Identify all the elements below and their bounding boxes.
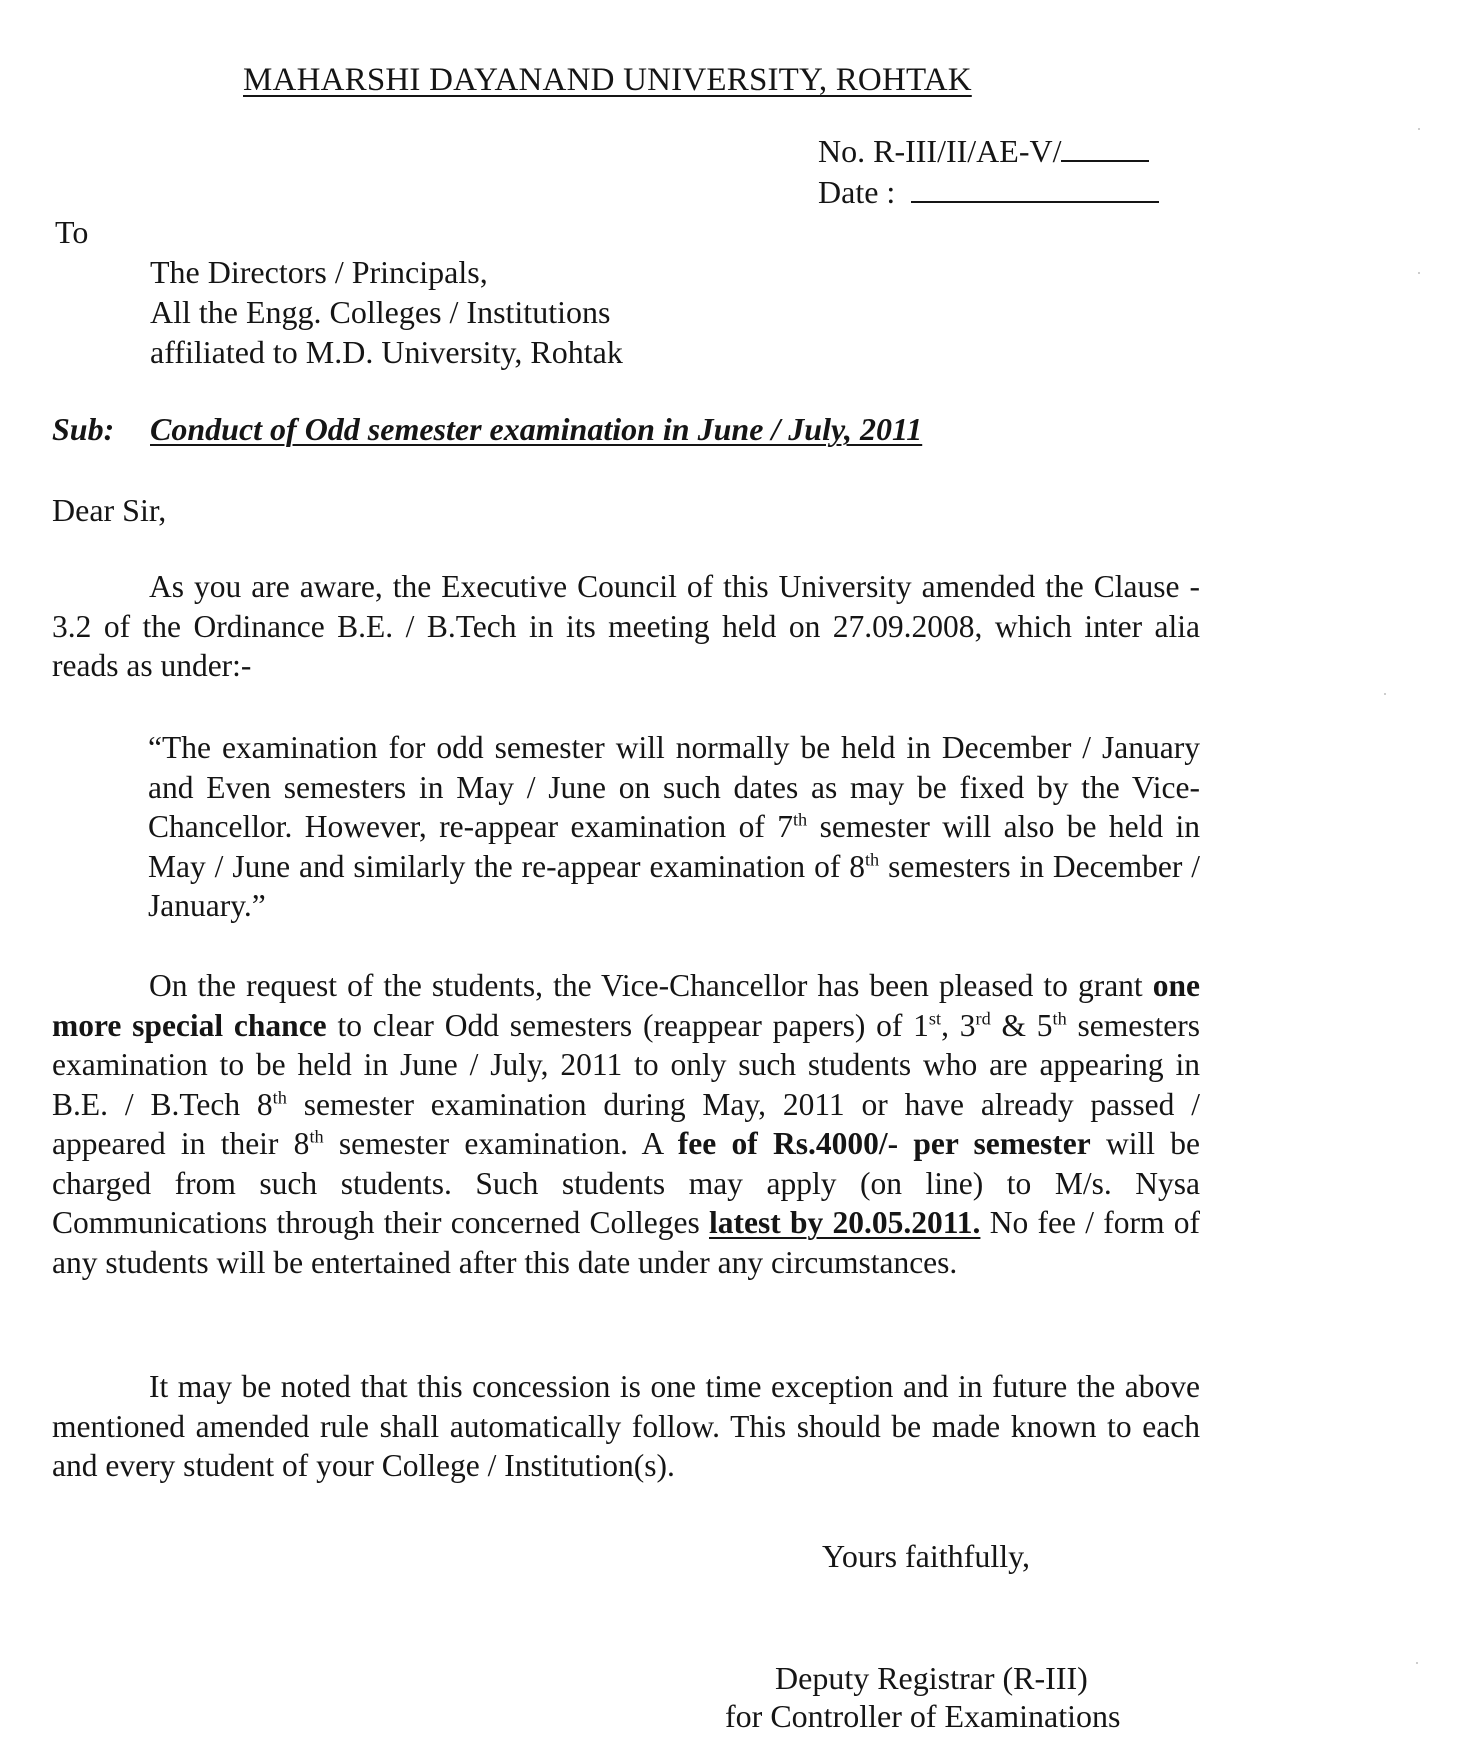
body-paragraph: It may be noted that this concession is one time exception and in future the above mentioned amended rule shall automatically follow. This should be made known to each and every student of your College / Institution(s).: [52, 1369, 1200, 1483]
addressee-line: affiliated to M.D. University, Rohtak: [150, 334, 623, 370]
ordinance-quote: “The examination for odd semester will normally be held in December / January and Even semesters in May / June on such dates as may be fixed by the Vice-Chancellor. However, re-appear examination of 7th semester will also be held in May / June and similarly the re-appear examination of 8th semesters in December / January.”: [148, 730, 1201, 923]
closing: Yours faithfully,: [822, 1538, 1031, 1574]
reference-number-label: No. R-III/II/AE-V/: [818, 133, 1062, 169]
scan-speck: [1416, 1662, 1418, 1664]
scan-speck: [1384, 693, 1386, 695]
reference-number: [818, 133, 1149, 170]
reference-date-blank: [911, 175, 1159, 203]
deadline-text: latest by 20.05.2011.: [709, 1205, 981, 1240]
reference-date: [818, 174, 1159, 211]
addressee-line: The Directors / Principals,: [150, 254, 488, 290]
signatory-designation: Deputy Registrar (R-III): [775, 1660, 1088, 1696]
body-paragraph: On the request of the students, the Vice-Chancellor has been pleased to grant one more special chance to clear Odd semesters (reappear papers) of 1st, 3rd & 5th semesters examination to be held in June / July, 2011 to only such students who are appearing in B.E. / B.Tech 8th semester examination during May, 2011 or have already passed / appeared in their 8th semester examination. A fee of Rs.4000/- per semester will be charged from such students. Such students may apply (on line) to M/s. Nysa Communications through their concerned Colleges latest by 20.05.2011. No fee / form of any students will be entertained after this date under any circumstances.: [52, 968, 1200, 1280]
subject-label: Sub:: [52, 411, 115, 447]
reference-date-label: Date :: [818, 174, 896, 210]
scan-speck: [1418, 272, 1420, 274]
addressee-line: All the Engg. Colleges / Institutions: [150, 294, 611, 330]
body-paragraph: As you are aware, the Executive Council of this University amended the Clause - 3.2 of the Ordinance B.E. / B.Tech in its meeting held on 27.09.2008, which inter alia reads as under:-: [52, 569, 1200, 683]
salutation: Dear Sir,: [52, 492, 167, 528]
subject-text: Conduct of Odd semester examination in June / July, 2011: [150, 411, 923, 447]
letterhead-title: MAHARSHI DAYANAND UNIVERSITY, ROHTAK: [243, 62, 972, 98]
scan-speck: [1418, 128, 1420, 130]
signatory-on-behalf: for Controller of Examinations: [725, 1698, 1121, 1734]
reference-number-blank: [1061, 134, 1149, 162]
to-label: To: [55, 214, 89, 250]
